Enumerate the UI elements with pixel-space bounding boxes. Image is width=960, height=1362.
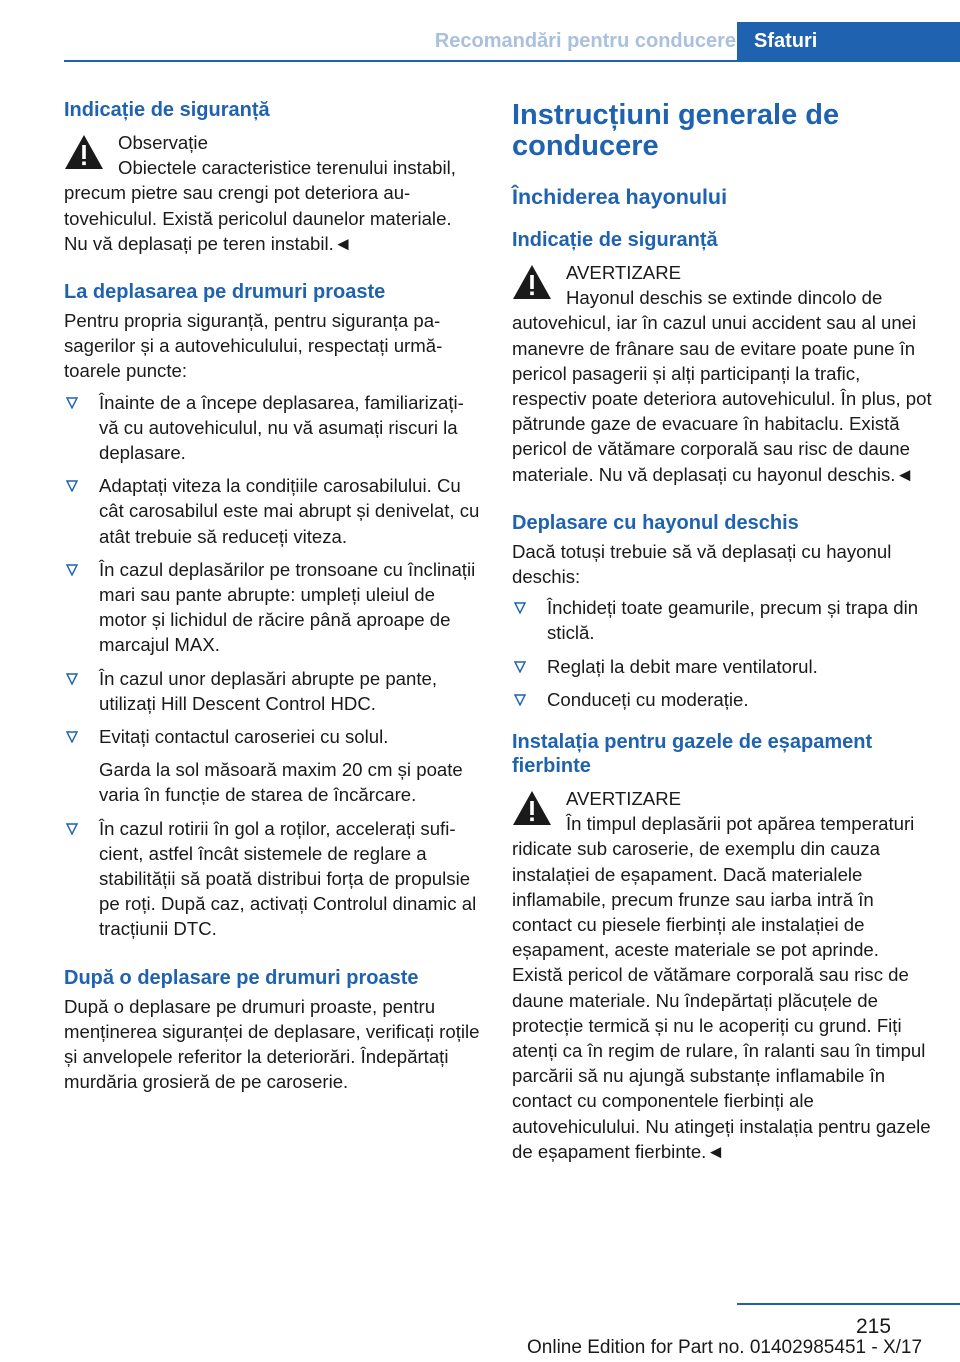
safety-heading: Indicație de siguranță <box>64 99 270 121</box>
warning-label: AVERTIZARE <box>566 262 682 283</box>
list-item: Închideți toate geamurile, precum și trapa din sticlă. <box>512 595 932 645</box>
triangle-bullet-icon <box>66 480 78 492</box>
list-item: Adaptați viteza la condițiile carosabilului. Cu cât carosabilul este mai abrupt și denivelat, cu atât trebuie să reduceți viteza. <box>64 473 480 549</box>
triangle-bullet-icon <box>66 731 78 743</box>
exhaust-heading: Instalația pentru gazele de eșapament fierbinte <box>512 731 873 778</box>
list-item: Înainte de a începe deplasarea, familiarizați-vă cu autovehiculul, nu vă asumați riscuri la deplasare. <box>64 390 480 466</box>
warning-triangle-icon <box>64 134 104 170</box>
main-heading: Instrucțiuni generale de conducere <box>512 99 840 162</box>
list-item: În cazul rotirii în gol a roților, accelerați suficient, astfel încât sistemele de reglare a stabilității să poată distribui forța de propulsie pe roți. După caz, activați Controlul dinamic al tracțiunii DTC. <box>64 816 480 942</box>
warning-text: În timpul deplasării pot apărea temperaturi ridicate sub caroserie, de exemplu din cauza instalației de eșapament. Dacă materialele inflamabile, precum frunze sau iarba intră în contact cu piesele fierbinți ale instalației de eșapament, aceste materiale se pot aprinde. Există pericol de vătămare corporală sau risc de daune materiale. Nu îndepărtați plăcuțele de protecție termică și nu le acoperiți cu grund. Fiți atenți ca în regim de rulare, în ralanti sau în timpul parcării să nu ajungă substanțe inflamabile în contact cu componentele fierbinți ale autovehiculului. Nu atingeți instalația pentru gazele de eșapament fierbinte.◄ <box>512 813 931 1162</box>
list-item: Evitați contactul caroseriei cu solul. Garda la sol măsoară maxim 20 cm și poate varia în funcție de starea de încărcare. <box>64 724 480 808</box>
list-item: Reglați la debit mare ventilatorul. <box>512 654 932 679</box>
caution-note <box>64 130 480 256</box>
after-rough-roads-heading: După o deplasare pe drumuri proaste <box>64 966 419 989</box>
header-section-title: Recomandări pentru conducere <box>434 30 736 52</box>
warning-triangle-icon <box>512 264 552 300</box>
after-rough-roads-text: După o deplasare pe drumuri proaste, pentru menținerea siguranței de deplasare, verificați roțile și anvelopele referitor la deteriorări. Îndepărtați murdăria grosieră de pe caroserie. <box>64 995 480 1093</box>
page-header <box>0 0 960 62</box>
triangle-bullet-icon <box>66 673 78 685</box>
triangle-bullet-icon <box>514 661 526 673</box>
list-item: În cazul unor deplasări abrupte pe pante, utilizați Hill Descent Control HDC. <box>64 666 480 716</box>
ground-clearance-note: Garda la sol măsoară maxim 20 cm și poate varia în funcție de starea de încărcare. <box>99 759 463 806</box>
exhaust-warning <box>512 786 932 1164</box>
triangle-bullet-icon <box>514 694 526 706</box>
open-tailgate-intro: Dacă totuși trebuie să vă deplasați cu hayonul deschis: <box>512 540 892 588</box>
triangle-bullet-icon <box>66 564 78 576</box>
open-tailgate-list <box>512 595 932 712</box>
tailgate-warning <box>512 260 932 487</box>
rough-roads-heading: La deplasarea pe drumuri proaste <box>64 281 386 304</box>
header-chapter-tab: Sfaturi <box>737 22 960 62</box>
page-number: 215 <box>856 1315 892 1338</box>
triangle-bullet-icon <box>514 602 526 614</box>
rough-roads-intro: Pentru propria siguranță, pentru siguranța pasagerilor și a autovehiculului, respectați următoarele puncte: <box>64 310 443 382</box>
header-rule <box>64 60 737 62</box>
open-tailgate-heading: Deplasare cu hayonul deschis <box>512 511 799 534</box>
warning-label: AVERTIZARE <box>566 788 682 810</box>
tailgate-heading: Închiderea hayonului <box>512 185 728 209</box>
left-column <box>64 98 480 1095</box>
list-item: Conduceți cu moderație. <box>512 687 932 712</box>
triangle-bullet-icon <box>66 823 78 835</box>
safety-heading: Indicație de siguranță <box>512 229 718 251</box>
right-column <box>512 98 932 1164</box>
triangle-bullet-icon <box>66 397 78 409</box>
list-item: În cazul deplasărilor pe tronsoane cu înclinații mari sau pante abrupte: umpleți uleiul de motor și lichidul de răcire până aproape de marcajul MAX. <box>64 557 480 658</box>
warning-text: Hayonul deschis se extinde dincolo de autovehicul, iar în cazul unui accident sau al unei manevre de frânare sau de evitare poate pune în pericol pasagerii și alți participanți la trafic, respectiv poate deteriora autovehiculul. În plus, pot pătrunde gaze de evacuare în habitaclu. Există pericol de vătămare corporală sau risc de daune materiale. Nu vă deplasați cu hayonul deschis.◄ <box>512 287 932 485</box>
caution-label: Observație <box>118 132 208 153</box>
footer-rule <box>737 1303 960 1305</box>
edition-note: Online Edition for Part no. 01402985451 - X/17 <box>527 1337 923 1358</box>
warning-triangle-icon <box>512 790 552 826</box>
caution-text: Obiectele caracteristice terenului instabil, precum pietre sau crengi pot deteriora autovehiculul. Există pericolul daunelor materiale. Nu vă deplasați pe teren instabil.◄ <box>64 157 456 254</box>
rough-roads-list <box>64 390 480 942</box>
